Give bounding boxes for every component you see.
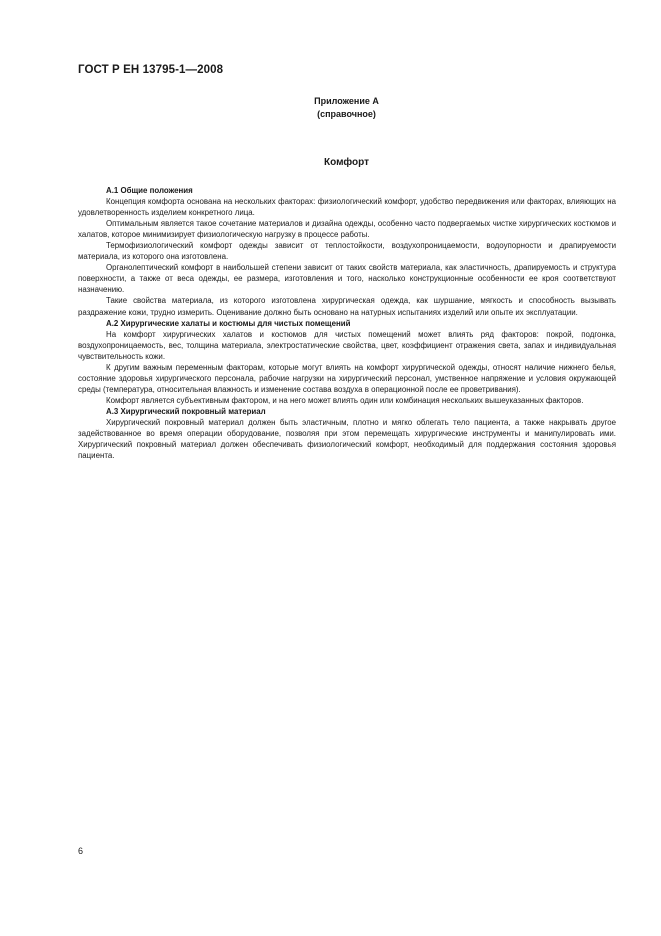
paragraph: К другим важным переменным факторам, которые могут влиять на комфорт хирургической одежды, относят наличие нижнего белья, состояние здоровья хирургического персонала, рабочие нагрузки на хирургический персонал, умственное напряжение и условия окружающей среды (температура, относительная влажность и изменение состава воздуха в операционной после ее проветривания). (78, 362, 616, 394)
subsection-heading-a3: А.3 Хирургический покровный материал (106, 406, 266, 416)
paragraph: Органолептический комфорт в наибольшей степени зависит от таких свойств материала, как эластичность, драпируемость и структура поверхности, а также от веса одежды, ее размера, изготовления и того, насколько конструкционные особенности ее кроя соответствуют назначению. (78, 263, 616, 295)
section-title: Комфорт (324, 157, 369, 168)
appendix-label: Приложение А (314, 96, 379, 106)
page-number: 6 (78, 846, 84, 856)
paragraph: Оптимальным является такое сочетание материалов и дизайна одежды, особенно часто подвергаемых чистке хирургических костюмов и халатов, которое минимизирует физиологическую нагрузку в процессе работы. (78, 219, 616, 240)
paragraph: На комфорт хирургических халатов и костюмов для чистых помещений может влиять ряд факторов: покрой, подгонка, воздухопроницаемость, вес, толщина материала, электростатические свойства, цвет, коэффициент отражения света, запах и индивидуальная чувствительность кожи. (78, 329, 616, 361)
paragraph: Термофизиологический комфорт одежды зависит от теплостойкости, воздухопроницаемости, водоупорности и драпируемости материала, из которого она изготовлена. (78, 241, 616, 262)
paragraph: Хирургический покровный материал должен быть эластичным, плотно и мягко облегать тело пациента, а также накрывать другое задействованное во время операции оборудование, позволяя при этом перемещать хирургические инструменты и манипулировать ими. Хирургический покровный материал должен обеспечивать физиологический комфорт, необходимый для поддержания состояния здоровья пациента. (78, 417, 616, 461)
appendix-note: (справочное) (317, 109, 376, 119)
paragraph: Такие свойства материала, из которого изготовлена хирургическая одежда, как шуршание, мягкость и способность вызывать раздражение кожи, трудно измерить. Оценивание должно быть основано на натурных испытаниях изделий или опыте их эксплуатации. (78, 296, 616, 317)
subsection-heading-a2: А.2 Хирургические халаты и костюмы для чистых помещений (106, 318, 351, 328)
document-code: ГОСТ Р ЕН 13795-1—2008 (78, 64, 224, 76)
paragraph: Концепция комфорта основана на нескольких факторах: физиологический комфорт, удобство передвижения или факторах, влияющих на удовлетворенность изделием конкретного лица. (78, 197, 616, 218)
document-body (78, 185, 616, 461)
paragraph: Комфорт является субъективным фактором, и на него может влиять один или комбинация нескольких вышеуказанных факторов. (106, 395, 584, 405)
subsection-heading-a1: А.1 Общие положения (106, 186, 193, 195)
